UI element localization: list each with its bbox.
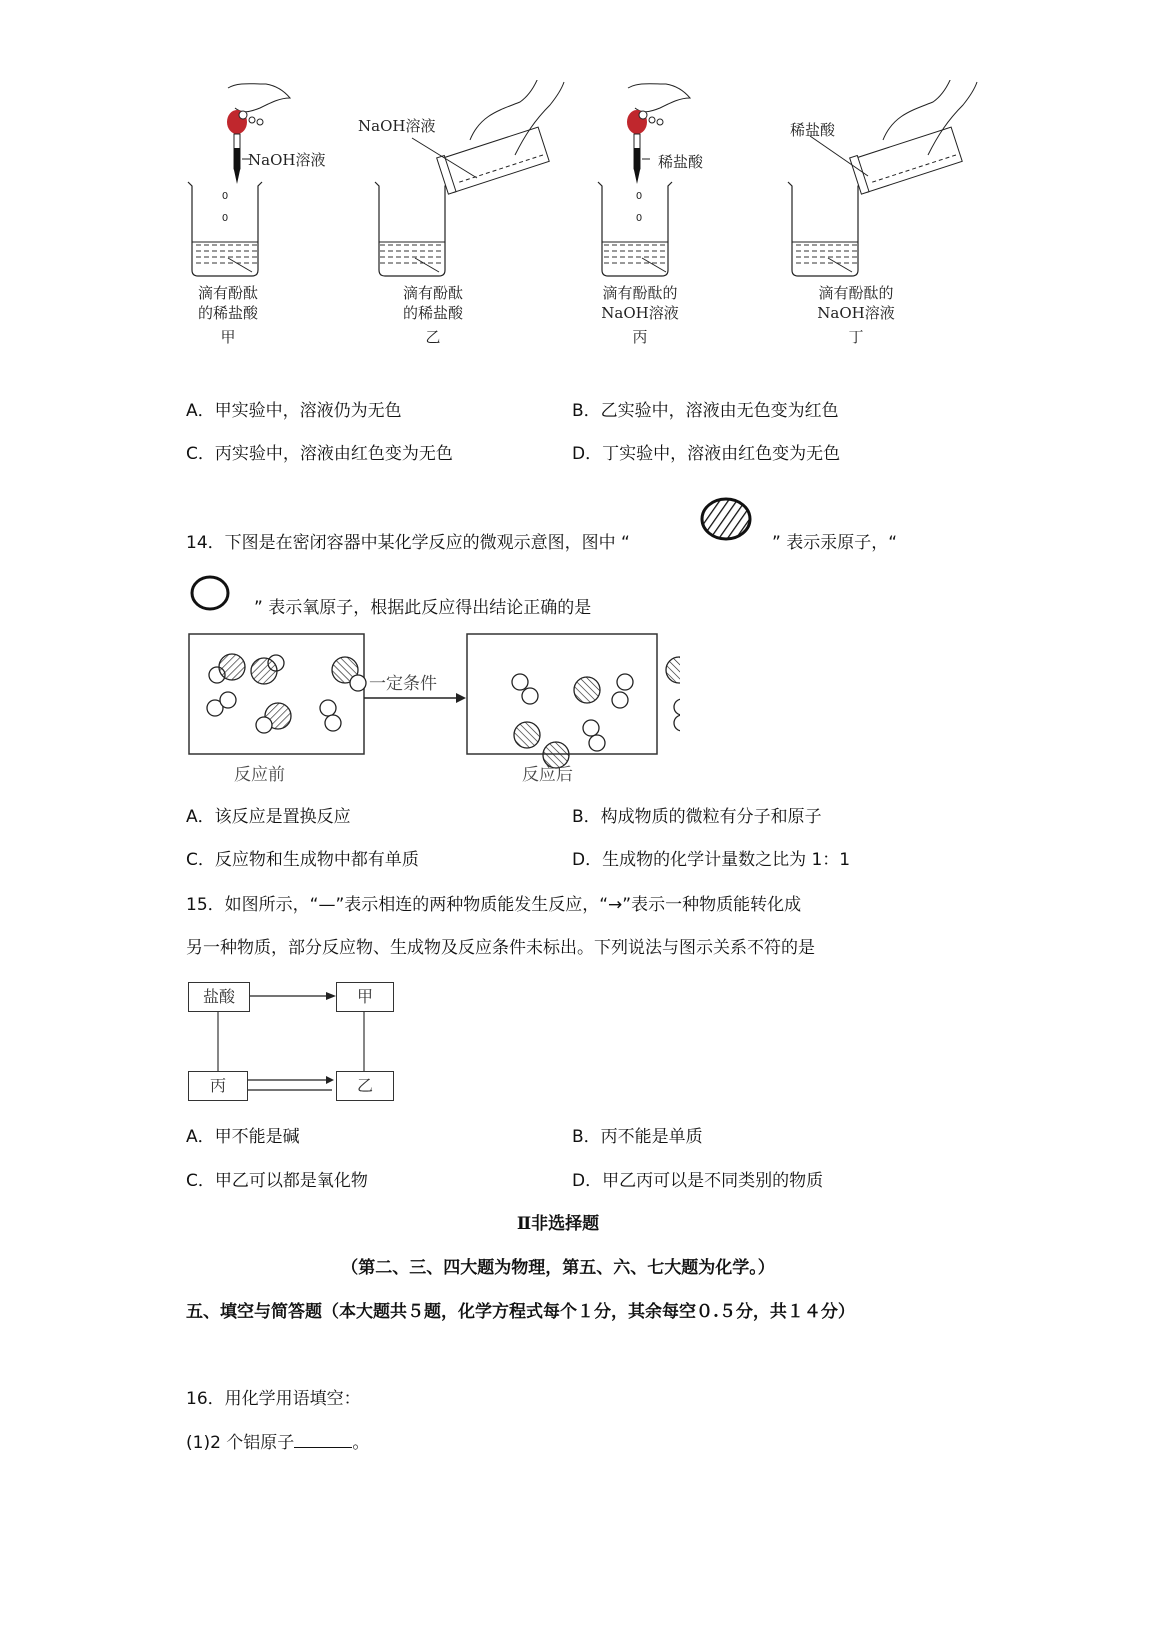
ding-reagent-label: 稀盐酸 <box>790 121 836 139</box>
q13-option-a: A．甲实验中，溶液仍为无色 <box>186 401 402 421</box>
pouring-beaker <box>437 125 550 194</box>
section-title: Ⅱ非选择题 <box>516 1214 600 1234</box>
oxygen-atom-legend-icon <box>188 573 232 613</box>
bing-beaker-label: 滴有酚酞的 NaOH溶液 丙 <box>590 283 690 347</box>
svg-text:0: 0 <box>221 213 229 224</box>
answer-blank[interactable] <box>294 1433 352 1448</box>
svg-text:0: 0 <box>635 213 643 224</box>
svg-text:0: 0 <box>221 191 229 202</box>
node-hydrochloric-acid: 盐酸 <box>188 982 250 1012</box>
hand-icon <box>228 84 290 112</box>
q16-sub1-suffix: 。 <box>352 1433 370 1453</box>
q15-option-b: B．丙不能是单质 <box>572 1127 703 1147</box>
before-label: 反应前 <box>234 765 285 785</box>
yi-caption: 乙 <box>425 328 441 346</box>
figure-yi <box>375 80 564 276</box>
q16-stem: 16．用化学用语填空： <box>186 1389 361 1409</box>
node-yi: 乙 <box>336 1071 394 1101</box>
yi-reagent-label: NaOH溶液 <box>358 117 436 135</box>
q15-option-c: C．甲乙可以都是氧化物 <box>186 1171 368 1191</box>
q15-stem-line1: 15．如图所示，“—”表示相连的两种物质能发生反应，“→”表示一种物质能转化成 <box>186 895 802 915</box>
section-subtitle: （第二、三、四大题为物理，第五、六、七大题为化学。） <box>341 1258 775 1278</box>
q13-option-c: C．丙实验中，溶液由红色变为无色 <box>186 444 453 464</box>
mercury-atom-legend-icon <box>698 494 754 544</box>
jia-caption: 甲 <box>220 328 236 346</box>
node-jia: 甲 <box>336 982 394 1012</box>
jia-beaker-label: 滴有酚酞 的稀盐酸 甲 <box>180 283 276 347</box>
hand-icon <box>628 84 690 112</box>
before-box <box>189 634 364 754</box>
q14-option-d: D．生成物的化学计量数之比为 1：1 <box>572 850 851 870</box>
yi-beaker-label: 滴有酚酞 的稀盐酸 乙 <box>385 283 481 347</box>
ding-beaker-label: 滴有酚酞的 NaOH溶液 丁 <box>806 283 906 347</box>
figure-bing <box>598 84 690 276</box>
q15-stem-line2: 另一种物质，部分反应物、生成物及反应条件未标出。下列说法与图示关系不符的是 <box>186 938 815 958</box>
q14-option-b: B．构成物质的微粒有分子和原子 <box>572 807 822 827</box>
node-bing: 丙 <box>188 1071 248 1101</box>
after-label: 反应后 <box>522 765 573 785</box>
q14-option-c: C．反应物和生成物中都有单质 <box>186 850 419 870</box>
q16-sub1-prefix: (1)2 个铝原子 <box>186 1433 295 1453</box>
bing-reagent-label: 稀盐酸 <box>658 153 704 171</box>
jia-reagent-label: NaOH溶液 <box>248 151 326 169</box>
q14-option-a: A．该反应是置换反应 <box>186 807 351 827</box>
q14-stem-part1: 14．下图是在密闭容器中某化学反应的微观示意图，图中 “ <box>186 533 630 553</box>
q15-option-a: A．甲不能是碱 <box>186 1127 300 1147</box>
q16-sub1 <box>186 1433 369 1453</box>
ding-caption: 丁 <box>848 328 864 346</box>
svg-text:0: 0 <box>635 191 643 202</box>
q13-option-b: B．乙实验中，溶液由无色变为红色 <box>572 401 839 421</box>
after-box <box>467 634 657 754</box>
bing-caption: 丙 <box>632 328 648 346</box>
q15-option-d: D．甲乙丙可以是不同类别的物质 <box>572 1171 824 1191</box>
q13-option-d: D．丁实验中，溶液由红色变为无色 <box>572 444 841 464</box>
arrow-condition-label: 一定条件 <box>369 674 437 694</box>
part-five-heading: 五、填空与简答题（本大题共５题，化学方程式每个１分，其余每空０.５分，共１４分） <box>186 1302 855 1322</box>
q14-stem-part2: ” 表示汞原子，“ <box>772 533 898 553</box>
figure-ding <box>788 80 977 276</box>
figure-jia <box>188 84 290 276</box>
q14-stem-part3: ” 表示氧原子，根据此反应得出结论正确的是 <box>254 598 592 618</box>
